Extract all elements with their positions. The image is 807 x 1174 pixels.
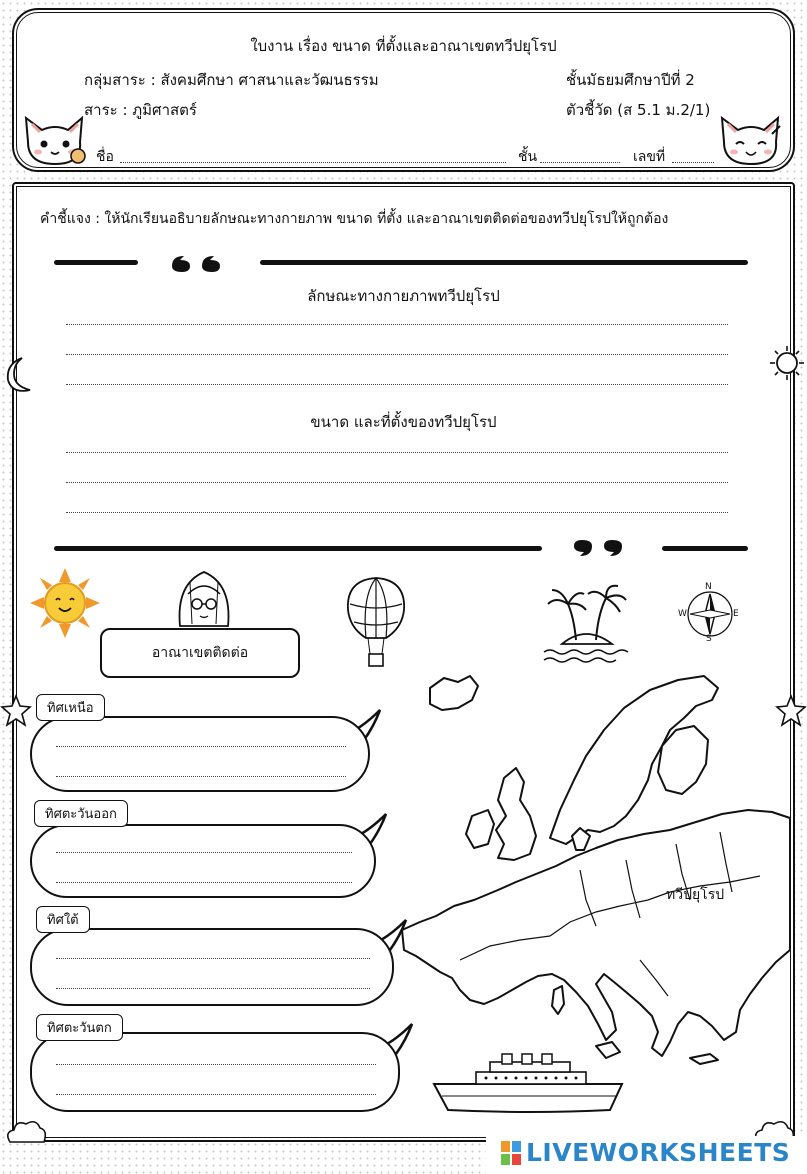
south-line-1[interactable] [56,958,370,959]
compass-s: S [706,634,712,644]
number-label: เลขที่ [633,149,666,165]
ship-icon [430,1052,626,1116]
island-icon [540,582,632,668]
border-section-label: อาณาเขตติดต่อ [100,628,300,678]
iceland-shape [430,676,478,710]
north-line-1[interactable] [56,746,346,747]
liveworksheets-brand: LIVEWORKSHEETS [526,1138,791,1167]
east-bubble [30,824,376,898]
south-line-2[interactable] [56,988,370,989]
open-quote-icon [168,252,232,274]
cloud-left-icon [4,1116,48,1146]
class-label: ชั้น [518,149,538,165]
physical-line-1[interactable] [66,324,728,325]
west-bubble [30,1032,400,1112]
divider-bottom-left [54,546,542,551]
cat-left-icon [20,112,90,168]
size-line-2[interactable] [66,482,728,483]
subject: สาระ : ภูมิศาสตร์ [84,101,197,119]
indicator: ตัวชี้วัด (ส 5.1 ม.2/1) [566,101,711,119]
west-line-1[interactable] [56,1064,376,1065]
size-line-3[interactable] [66,512,728,513]
sun-icon [30,568,100,638]
west-line-2[interactable] [56,1094,376,1095]
ireland-shape [466,810,494,848]
compass-e: E [733,609,739,619]
sardinia-shape [552,986,564,1014]
name-field[interactable] [120,162,506,163]
physical-heading: ลักษณะทางกายภาพทวีปยุโรป [307,287,500,305]
cat-right-icon [716,112,786,168]
physical-line-3[interactable] [66,384,728,385]
north-line-2[interactable] [56,776,346,777]
divider-bottom-right [662,546,748,551]
east-label: ทิศตะวันออก [34,800,128,827]
compass-w: W [678,609,687,619]
class-field[interactable] [540,162,620,163]
physical-line-2[interactable] [66,354,728,355]
moon-icon [2,354,36,396]
east-line-2[interactable] [56,882,352,883]
mainland-shape [402,810,790,1056]
number-field[interactable] [672,162,714,163]
hot-air-balloon-icon [344,576,408,672]
south-bubble [30,928,394,1006]
europe-map [400,660,792,1070]
name-label: ชื่อ [96,149,114,165]
britain-shape [496,768,536,860]
grade-level: ชั้นมัธยมศึกษาปีที่ 2 [566,71,695,89]
small-sun-icon [768,344,806,382]
subject-group: กลุ่มสาระ : สังคมศึกษา ศาสนาและวัฒนธรรม [84,71,379,89]
north-label: ทิศเหนือ [36,694,105,721]
south-label: ทิศใต้ [36,906,90,933]
girl-icon [168,564,240,636]
crete-shape [690,1054,718,1064]
worksheet-title: ใบงาน เรื่อง ขนาด ที่ตั้งและอาณาเขตทวีปยุโรป [250,37,557,55]
north-bubble [30,716,370,792]
map-label: ทวีปยุโรป [666,887,725,903]
size-heading: ขนาด และที่ตั้งของทวีปยุโรป [310,413,497,431]
divider-left [54,260,138,265]
size-line-1[interactable] [66,452,728,453]
close-quote-icon [570,538,634,560]
east-line-1[interactable] [56,852,352,853]
west-label: ทิศตะวันตก [36,1014,123,1041]
liveworksheets-logo-icon [500,1140,522,1166]
star-left-icon [0,694,32,728]
instruction-text: คำชี้แจง : ให้นักเรียนอธิบายลักษณะทางกายภาพ ขนาด ที่ตั้ง และอาณาเขตติดต่อของทวีปยุโรปให้ถูกต้อง [40,211,669,227]
compass-n: N [705,582,712,592]
divider-right [260,260,748,265]
